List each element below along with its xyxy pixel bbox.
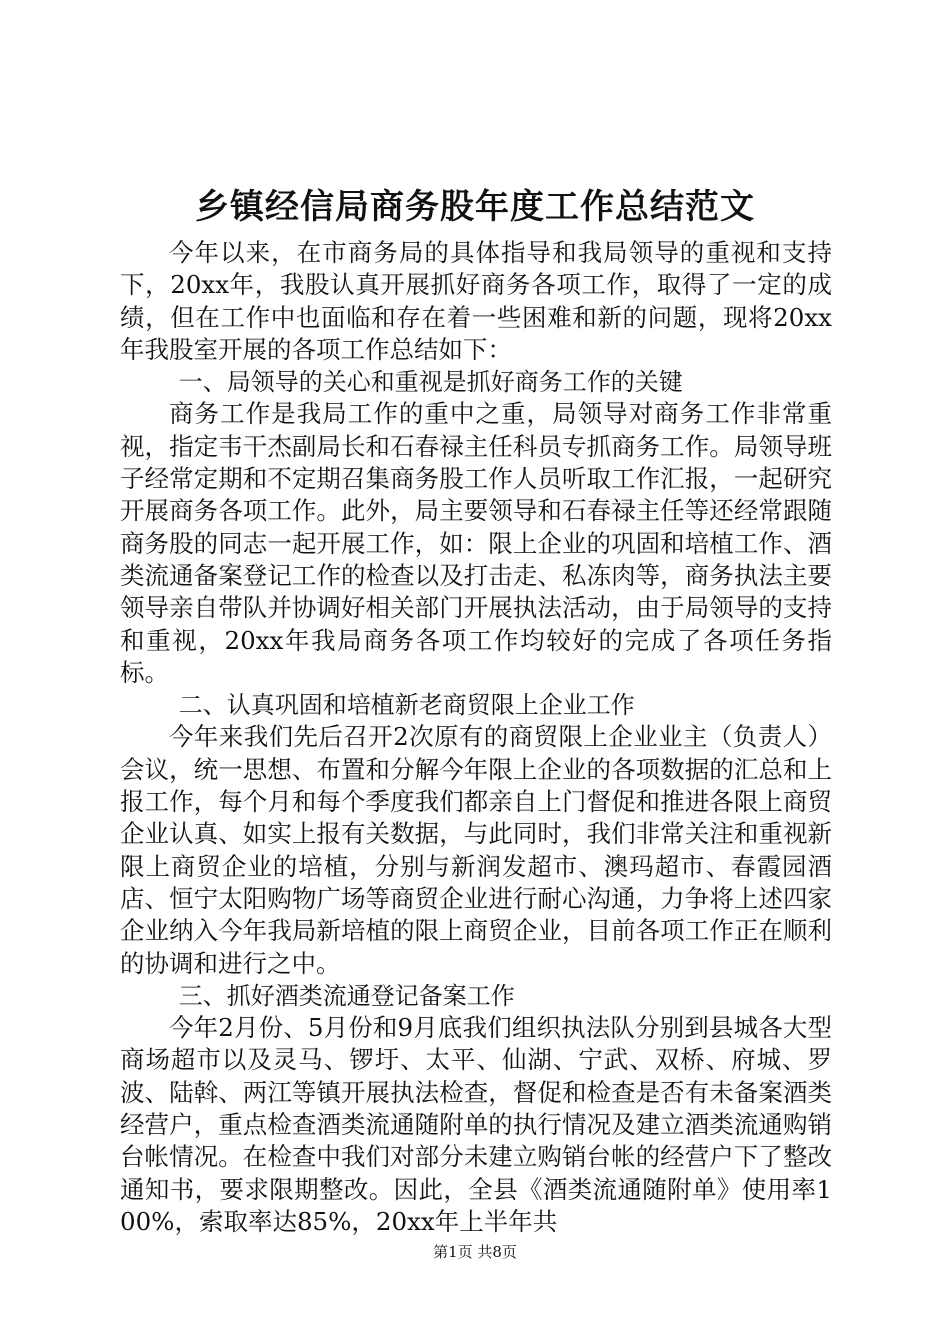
section-body-3: 今年2月份、5月份和9月底我们组织执法队分别到县城各大型商场超市以及灵马、锣圩、太平、仙湖、宁武、双桥、府城、罗波、陆斡、两江等镇开展执法检查，督促和检查是否有未备案酒类经营户，重点检查酒类流通随附单的执行情况及建立酒类流通购销台帐情况。在检查中我们对部分未建立购销台帐的经营户下了整改通知书，要求限期整改。因此，全县《酒类流通随附单》使用率100%，索取率达85%，20xx年上半年共 [120, 1013, 832, 1236]
document-title: 乡镇经信局商务股年度工作总结范文 [195, 187, 755, 227]
page-footer: 第1页 共8页 [433, 1243, 517, 1261]
intro-paragraph: 今年以来，在市商务局的具体指导和我局领导的重视和支持下，20xx年，我股认真开展抓好商务各项工作，取得了一定的成绩，但在工作中也面临和存在着一些困难和新的问题，现将20xx年我股室开展的各项工作总结如下： [120, 238, 832, 364]
section-body-2: 今年来我们先后召开2次原有的商贸限上企业业主（负责人）会议，统一思想、布置和分解今年限上企业的各项数据的汇总和上报工作，每个月和每个季度我们都亲自上门督促和推进各限上商贸企业认真、如实上报有关数据，与此同时，我们非常关注和重视新限上商贸企业的培植，分别与新润发超市、澳玛超市、春霞园酒店、恒宁太阳购物广场等商贸企业进行耐心沟通，力争将上述四家企业纳入今年我局新培植的限上商贸企业，目前各项工作正在顺利的协调和进行之中。 [120, 722, 832, 978]
section-heading-1: 一、局领导的关心和重视是抓好商务工作的关键 [178, 368, 683, 397]
section-body-1: 商务工作是我局工作的重中之重，局领导对商务工作非常重视，指定韦干杰副局长和石春禄主任科员专抓商务工作。局领导班子经常定期和不定期召集商务股工作人员听取工作汇报，一起研究开展商务各项工作。此外，局主要领导和石春禄主任等还经常跟随商务股的同志一起开展工作，如：限上企业的巩固和培植工作、酒类流通备案登记工作的检查以及打击走、私冻肉等，商务执法主要领导亲自带队并协调好相关部门开展执法活动，由于局领导的支持和重视，20xx年我局商务各项工作均较好的完成了各项任务指标。 [120, 399, 832, 687]
section-heading-2: 二、认真巩固和培植新老商贸限上企业工作 [178, 691, 635, 720]
document-body [120, 237, 832, 1238]
section-heading-3: 三、抓好酒类流通登记备案工作 [178, 981, 515, 1010]
